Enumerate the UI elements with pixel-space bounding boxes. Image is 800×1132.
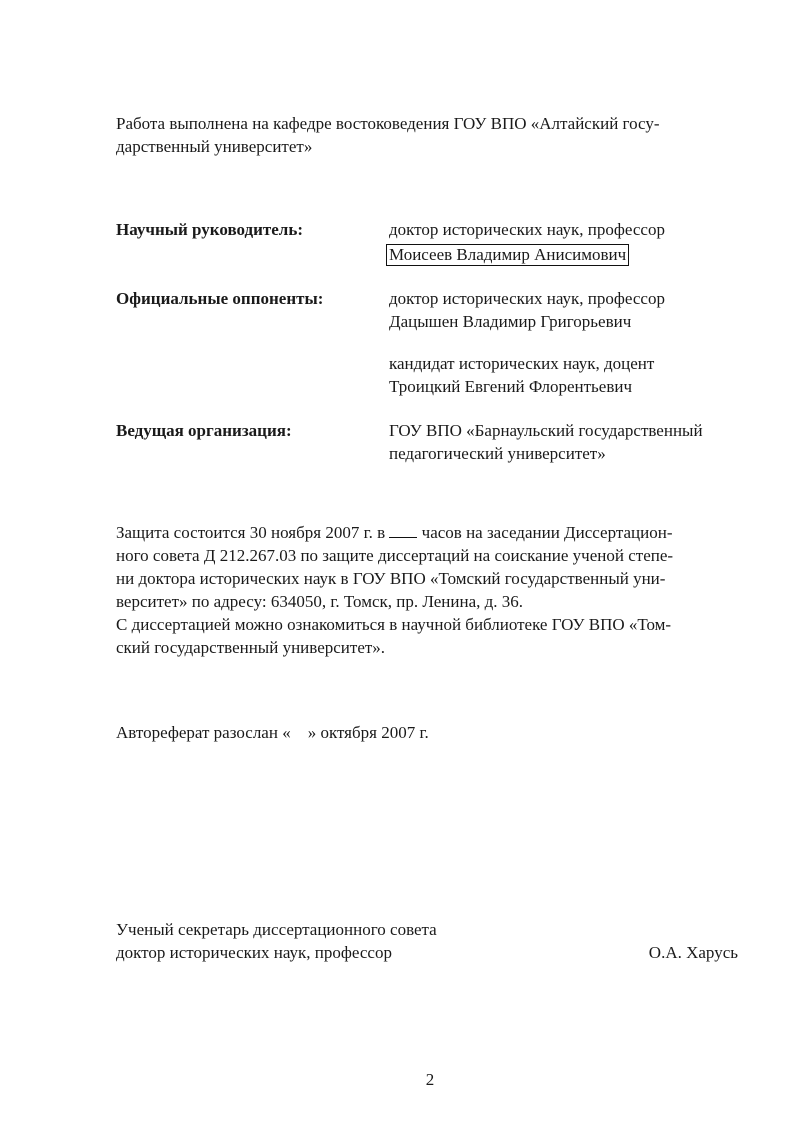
- intro-line-2: дарственный университет»: [116, 137, 313, 156]
- opponent-2-degree: кандидат исторических наук, доцент: [389, 354, 655, 373]
- organization-label: Ведущая организация:: [116, 421, 292, 440]
- mailing-date: Автореферат разослан « » октября 2007 г.: [116, 723, 429, 742]
- defense-line-1-start: Защита состоится 30 ноября 2007 г. в: [116, 523, 386, 542]
- organization-line-2: педагогический университет»: [389, 444, 606, 463]
- defense-line-1: [116, 521, 744, 544]
- supervisor-degree: доктор исторических наук, профессор: [389, 220, 665, 239]
- opponent-2-name: Троицкий Евгений Флорентьевич: [389, 377, 632, 396]
- secretary-name: О.А. Харусь: [648, 943, 738, 962]
- secretary-degree: доктор исторических наук, профессор: [116, 943, 392, 962]
- organization-line-1: ГОУ ВПО «Барнаульский государственный: [389, 421, 703, 440]
- page-number: 2: [425, 1070, 435, 1089]
- defense-line-3: ни доктора исторических наук в ГОУ ВПО «Томский государственный уни-: [116, 569, 666, 588]
- intro-line-1: Работа выполнена на кафедре востоковедения ГОУ ВПО «Алтайский госу-: [116, 114, 660, 133]
- defense-line-4: верситет» по адресу: 634050, г. Томск, пр. Ленина, д. 36.: [116, 592, 524, 611]
- opponents-label: Официальные оппоненты:: [116, 289, 324, 308]
- defense-line-1-end: часов на заседании Диссертацион-: [421, 523, 673, 542]
- supervisor-name: Моисеев Владимир Анисимович: [386, 244, 629, 266]
- opponent-1-degree: доктор исторических наук, профессор: [389, 289, 665, 308]
- supervisor-label: Научный руководитель:: [116, 220, 303, 239]
- opponent-1-name: Дацышен Владимир Григорьевич: [389, 312, 632, 331]
- secretary-title: Ученый секретарь диссертационного совета: [116, 920, 437, 939]
- defense-line-6: ский государственный университет».: [116, 638, 386, 657]
- defense-line-5: С диссертацией можно ознакомиться в научной библиотеке ГОУ ВПО «Том-: [116, 615, 672, 634]
- hours-blank: [389, 523, 417, 538]
- defense-line-2: ного совета Д 212.267.03 по защите диссертаций на соискание ученой степе-: [116, 546, 674, 565]
